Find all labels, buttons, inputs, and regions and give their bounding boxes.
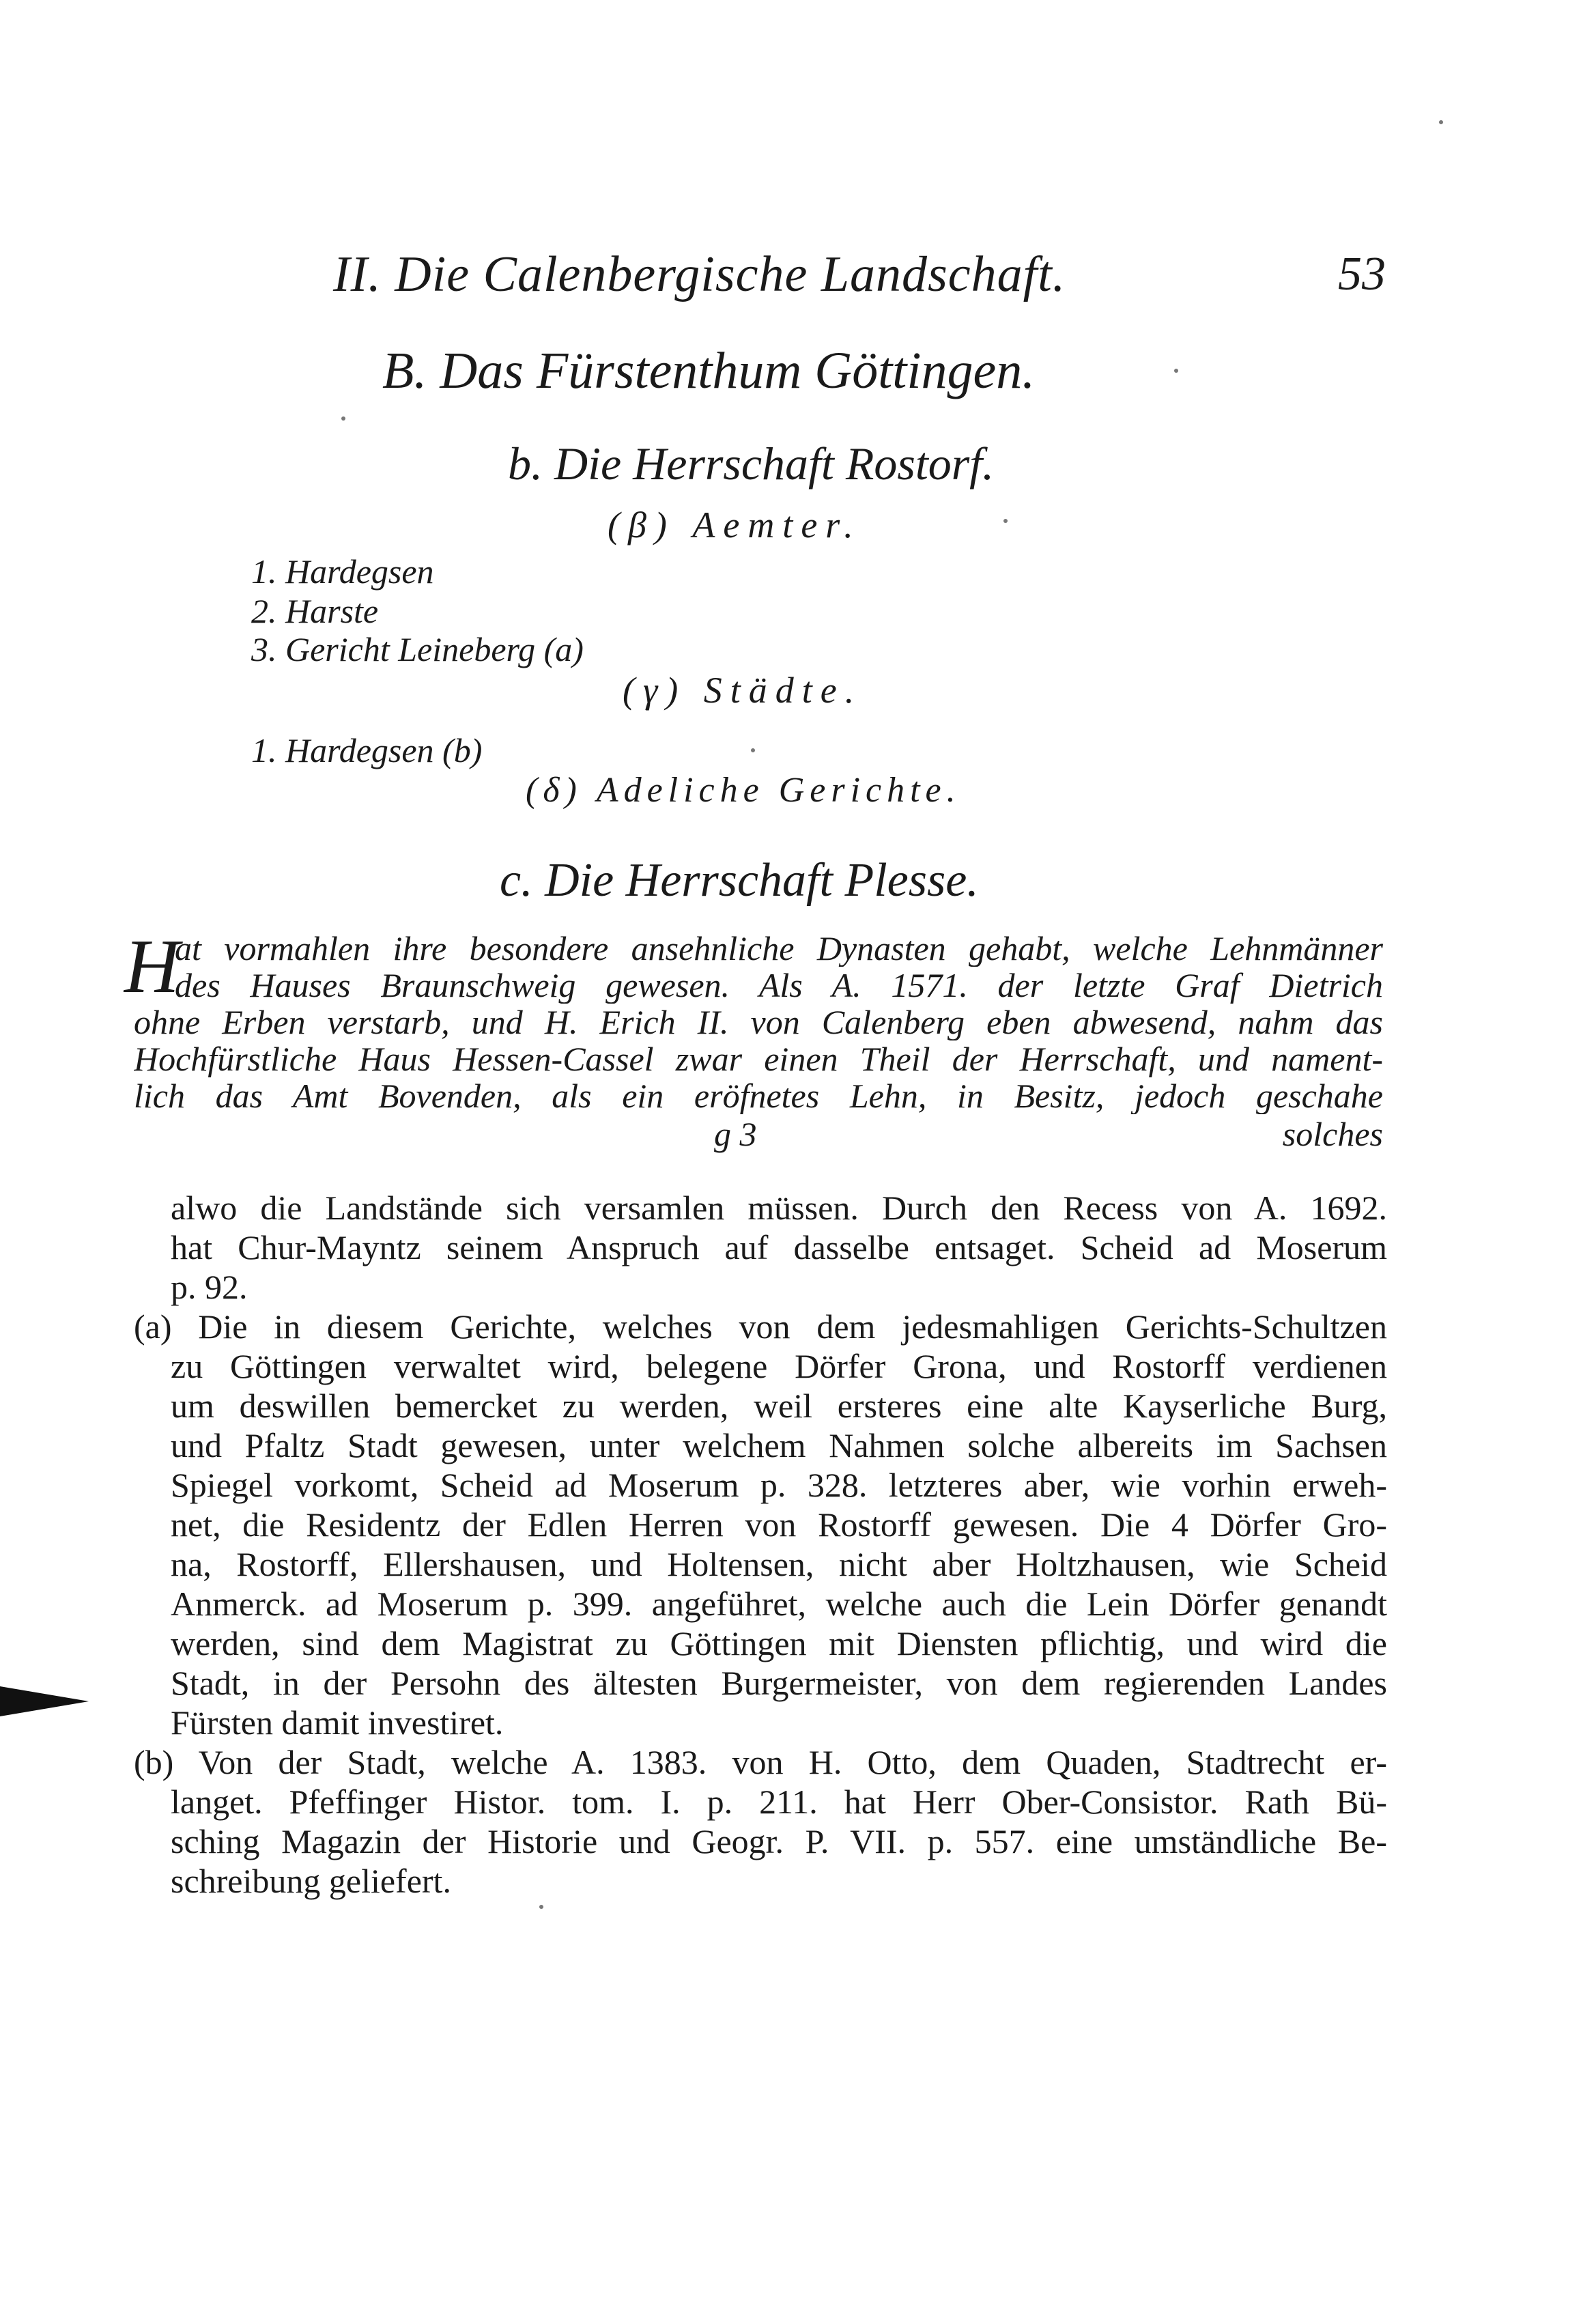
printer-signature: g 3 — [714, 1115, 757, 1153]
footnote-b-line: sching Magazin der Historie und Geogr. P. VII. p. 557. eine umständliche Be- — [171, 1822, 1387, 1860]
paper-speck — [1003, 519, 1008, 523]
running-head: II. Die Calenbergische Landschaft. — [333, 246, 1066, 302]
footnote-a-line: Anmerck. ad Moserum p. 399. angeführet, welche auch die Lein Dörfer genandt — [171, 1585, 1387, 1623]
footnote-a-line: Spiegel vorkomt, Scheid ad Moserum p. 328. letzteres aber, wie vorhin erweh- — [171, 1466, 1387, 1504]
aemter-item: 2. Harste — [251, 592, 379, 630]
footnote-b-line: langet. Pfeffinger Histor. tom. I. p. 211. hat Herr Ober-Consistor. Rath Bü- — [171, 1783, 1387, 1821]
paragraph-line: at vormahlen ihre besondere ansehnliche Dynasten gehabt, welche Lehnmänner — [175, 930, 1383, 967]
paper-speck — [539, 1905, 543, 1909]
footnote-a-line: net, die Residentz der Edlen Herren von Rostorff gewesen. Die 4 Dörfer Gro- — [171, 1505, 1387, 1544]
aemter-item: 3. Gericht Leineberg (a) — [251, 630, 584, 668]
footnotes — [134, 1188, 1387, 1901]
paper-speck — [751, 748, 755, 752]
aemter-heading: (β) Aemter. — [608, 505, 861, 545]
page-number: 53 — [1338, 248, 1386, 300]
paragraph-line: des Hauses Braunschweig gewesen. Als A. 1571. der letzte Graf Dietrich — [175, 967, 1383, 1004]
footnote-a-line: und Pfaltz Stadt gewesen, unter welchem Nahmen solche albereits im Sachsen — [171, 1426, 1387, 1464]
paper-speck — [341, 416, 345, 421]
section-c-title: c. Die Herrschaft Plesse. — [500, 854, 979, 907]
drop-cap: H — [124, 924, 180, 1009]
footnote-line: p. 92. — [171, 1268, 248, 1306]
staedte-heading: (γ) Städte. — [623, 670, 863, 711]
footnote-b-line: (b) Von der Stadt, welche A. 1383. von H. Otto, dem Quaden, Stadtrecht er- — [134, 1743, 1387, 1781]
footnote-a-line: um deswillen bemercket zu werden, weil ersteres eine alte Kayserliche Burg, — [171, 1387, 1387, 1425]
paper-speck — [1439, 120, 1443, 124]
paragraph-line: Hochfürstliche Haus Hessen-Cassel zwar einen Theil der Herrschaft, und nament- — [134, 1040, 1383, 1077]
footnote-line: hat Chur-Mayntz seinem Anspruch auf dasselbe entsaget. Scheid ad Moserum — [171, 1228, 1387, 1266]
paragraph-line: lich das Amt Bovenden, als ein eröfnetes Lehn, in Besitz, jedoch geschahe — [134, 1077, 1383, 1114]
section-b-title: B. Das Fürstenthum Göttingen. — [382, 342, 1036, 399]
footnote-a-line: werden, sind dem Magistrat zu Göttingen mit Diensten pflichtig, und wird die — [171, 1624, 1387, 1662]
footnote-line: alwo die Landstände sich versamlen müssen. Durch den Recess von A. 1692. — [171, 1189, 1387, 1227]
signature-row — [134, 1114, 1383, 1155]
footnote-a-line: (a) Die in diesem Gerichte, welches von dem jedesmahligen Gerichts-Schultzen — [134, 1307, 1387, 1346]
catchword: solches — [1282, 1115, 1383, 1153]
plesse-paragraph — [124, 924, 1383, 1155]
footnote-a-line: Stadt, in der Persohn des ältesten Burgermeister, von dem regierenden Landes — [171, 1664, 1387, 1702]
aemter-item: 1. Hardegsen — [251, 552, 434, 591]
paragraph-line: ohne Erben verstarb, und H. Erich II. von Calenberg eben abwesend, nahm das — [134, 1004, 1383, 1040]
footnote-b-line: schreibung geliefert. — [171, 1862, 451, 1900]
staedte-item: 1. Hardegsen (b) — [251, 731, 483, 769]
page-edge-mark — [0, 1686, 89, 1716]
paper-speck — [1174, 369, 1178, 373]
footnote-a-line: zu Göttingen verwaltet wird, belegene Dörfer Grona, und Rostorff verdienen — [171, 1347, 1387, 1385]
adeliche-gerichte-heading: (δ) Adeliche Gerichte. — [526, 771, 961, 810]
section-b-subtitle: b. Die Herrschaft Rostorf. — [508, 438, 995, 490]
footnote-a-line: Fürsten damit investiret. — [171, 1703, 504, 1742]
footnote-a-line: na, Rostorff, Ellershausen, und Holtensen, nicht aber Holtzhausen, wie Scheid — [171, 1545, 1387, 1583]
